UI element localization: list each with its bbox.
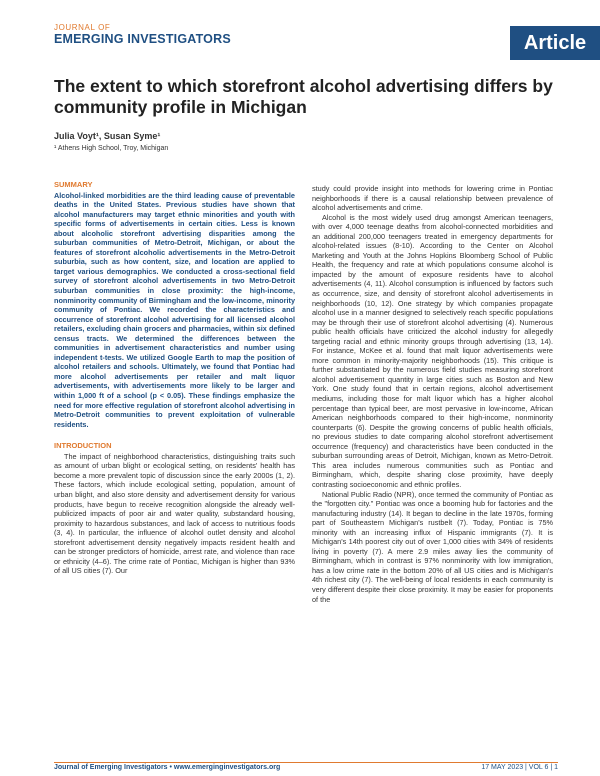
body-paragraph: National Public Radio (NPR), once termed the community of Pontiac as the "forgotten city." Pontiac was once a booming hub for factories and the manufacturing industry (14). It began to decline in the late 1970s, forming part of Southeastern Michigan's rustbelt (7). Today, Pontiac is 75% minority with an increasing influx of Hispanic immigrants (7). It is Michigan's 14th poorest city out of over 1,000 cities with 34% of residents living in poverty (7). A mere 2.9 miles away lies the community of Birmingham, which in contrast is 97% nonminority with low immigration, has a low crime rate in the bottom 20% of all US cities and is Michigan's 4th richest city (7). The well-being of local residents in each community is very different despite their close proximity. It may be easier for proponents of the [312, 489, 553, 604]
paper-affiliation: ¹ Athens High School, Troy, Michigan [54, 145, 169, 152]
journal-name-small: JOURNAL OF [54, 23, 111, 32]
right-column [312, 184, 553, 604]
footer-date-volume: 17 MAY 2023 | VOL 6 | 1 [481, 764, 558, 771]
body-paragraph: study could provide insight into methods for lowering crime in Pontiac neighborhoods if there is a causal relationship between prevalence of alcohol advertisements and crime. [312, 184, 553, 213]
journal-name-big: EMERGING INVESTIGATORS [54, 32, 231, 46]
footer-divider [54, 762, 558, 763]
introduction-paragraph: The impact of neighborhood characteristics, distinguishing traits such as amount of urban blight or ecological setting, on residents' health has become a more prevalent topic of discussion since the early 2000s (1, 2). These factors, which include ecological setting, population, amount of urban blight, and also store density and advertisement density for various products, have begun to receive recognition alongside the already well-publicized impacts of poor air and water quality, substandard housing, proximity to hazardous substances, and lack of access to nutritious foods (3, 4). In particular, the influence of alcohol outlet density and alcohol storefront advertisement density negatively impacts resident health and can be stronger predictors of homicide, arrest rate, and violence than race or ethnicity (4–6). The crime rate of Pontiac, Michigan is higher than 93% of all US cities (7). Our [54, 451, 295, 576]
paper-authors: Julia Voyt¹, Susan Syme¹ [54, 131, 161, 141]
summary-heading: SUMMARY [54, 180, 93, 189]
article-type-badge: Article [510, 26, 600, 60]
body-paragraph: Alcohol is the most widely used drug amongst American teenagers, with over 4,000 teenage deaths from alcohol-connected morbidities and an additional 200,000 teenagers treated in emergency departments for alcohol-related issues (8-10). According to the Center on Alcohol Marketing and Youth at the Johns Hopkins Bloomberg School of Public Health, the frequency and rate at which populations consume alcohol is impacted by the amount of exposure residents have to alcohol advertisements (4, 11). Alcohol consumption is influenced by factors such as occurrence, size, and density of storefront alcohol advertisements in neighborhoods (10, 12). One strategy by which companies propagate alcohol use in a manner designed to selectively reach specific populations may be through their use of storefront alcohol advertising (4). Numerous public health officials have criticized the alcohol industry for allegedly targeting racial and ethnic minority groups through advertising (13, 14). For instance, McKee et al. found that malt liquor advertisements were more common in minority-majority neighborhoods (15). This critique is further substantiated by the numerous field studies measuring storefront alcohol advertisement quantity in large cities such as Boston and New York. One study found that in certain regions, alcohol advertisement mediums, including those for malt liquor which has a higher alcohol percentage than typical beer, are most pervasive in low-income, African American neighborhoods compared to their high-income, nonminority counterparts (6). Despite the growing concerns of public health officials, no previous studies to date comparing alcohol storefront advertisement occurrence (frequency) and characteristics have been conducted in the suburban surrounding areas of Detroit, Michigan, known as Metro-Detroit. This area includes numerous communities such as Pontiac and Birmingham, which, despite sharing close proximity, have deeply contrasting socioeconomic and ethnic profiles. [312, 212, 553, 489]
summary-text: Alcohol-linked morbidities are the third leading cause of preventable deaths in the United States. Previous studies have shown that alcohol manufacturers may target ethnic minorities and youth with specific forms of advertisements in certain cities. Less is known about alcoholic storefront advertising disparities among the suburban communities of Metro-Detroit, Michigan, or about the features of storefront alcoholic advertisements in the Metro-Detroit suburbia, such as how content, size, and location are applied to target various demographics. We conducted a cross-sectional field survey of storefront alcohol advertisements in two Metro-Detroit suburban communities in close proximity: the high-income, nonminority community of Birmingham and the low-income, minority community of Pontiac. We recorded the characteristics and occurrence of storefront alcohol advertising for all licensed alcohol retailers, excluding chain grocers and pharmacies, within six defined census tracts. We determined the differences between the communities in advertisement characteristics and number using independent t-tests. We utilized Google Earth to map the position of alcohol retailers and schools. Ultimately, we found that Pontiac had more alcohol advertisements per retailer and malt liquor advertisements, with advertisements more likely to be larger and within 1,000 ft of a school (p < 0.05). These findings emphasize the need for more effective regulation of storefront alcohol advertising in Metro-Detroit communities to prevent exploitation of vulnerable residents. [54, 190, 295, 429]
introduction-heading: INTRODUCTION [54, 441, 112, 451]
footer-journal-link[interactable]: Journal of Emerging Investigators • www.emerginginvestigators.org [54, 764, 281, 771]
paper-title: The extent to which storefront alcohol advertising differs by community profile in Michigan [54, 76, 553, 117]
journal-logo [54, 24, 231, 46]
left-column [54, 180, 295, 576]
